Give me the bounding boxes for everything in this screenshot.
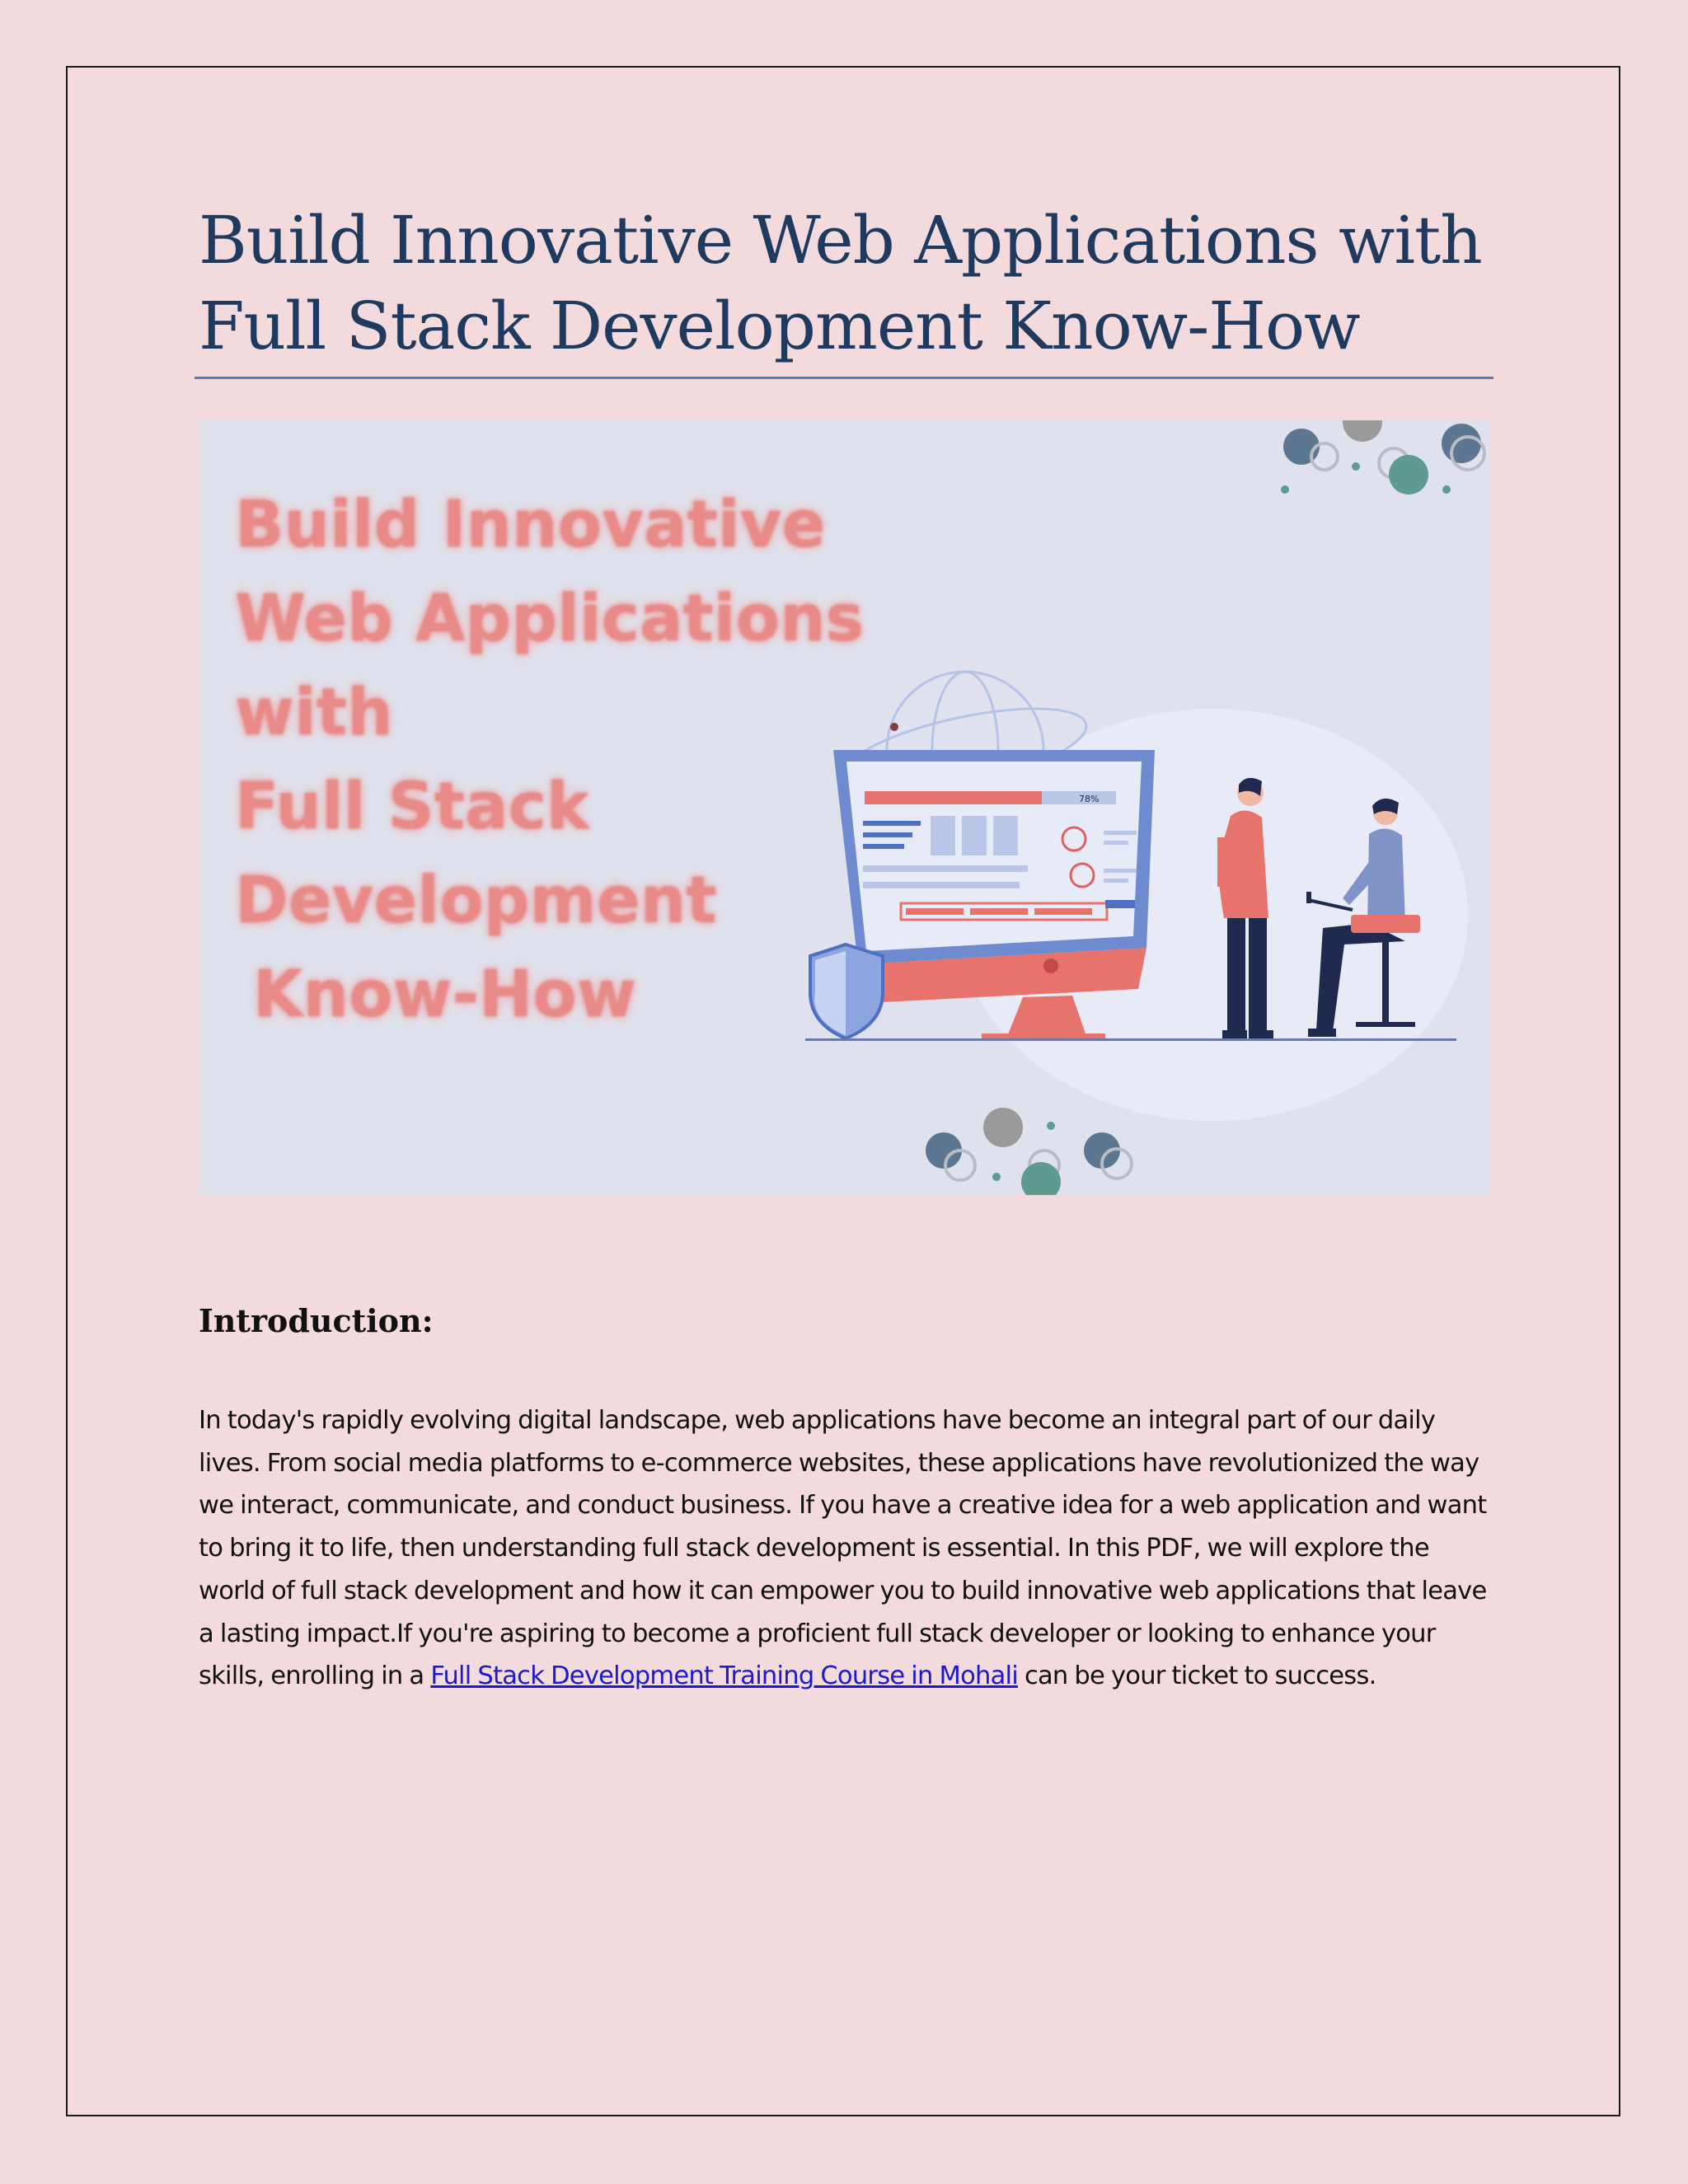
title-line-2: Full Stack Development Know-How	[199, 288, 1360, 364]
hero-line: Build Innovative	[235, 488, 826, 562]
hero-line: Full Stack	[235, 770, 589, 844]
section-heading: Introduction:	[199, 1302, 434, 1339]
hero-line: with	[235, 676, 393, 750]
intro-text: In today's rapidly evolving digital landscape, web applications have become an integral part of our daily lives. From social media platforms to e-commerce websites, these applications have revolutionized the way we interact, communicate, and conduct business. If you have a creative idea for a web application and want to bring it to life, then understanding full stack development is essential. In this PDF, we will explore the world of full stack development and how it can empower you to build innovative web applications that leave a lasting impact.If you're aspiring to become a proficient full stack developer or looking to enhance your skills, enrolling in a	[199, 1406, 1487, 1691]
training-course-link[interactable]: Full Stack Development Training Course in Mohali	[430, 1661, 1018, 1691]
screen-progress-label: 78%	[1079, 794, 1100, 804]
decorative-dots-top	[1281, 420, 1484, 494]
intro-text-end: can be your ticket to success.	[1018, 1661, 1376, 1691]
hero-line: Know-How	[253, 958, 636, 1032]
hero-line: Web Applications	[235, 582, 865, 656]
title-underline	[195, 377, 1493, 379]
hero-headline	[235, 478, 894, 1042]
title-line-1: Build Innovative Web Applications with	[199, 202, 1482, 279]
decorative-dots-bottom	[926, 1108, 1132, 1195]
intro-paragraph	[199, 1399, 1501, 1698]
hero-line: Development	[235, 864, 717, 938]
hero-image	[199, 420, 1489, 1195]
page-title	[199, 198, 1493, 369]
floor-line	[805, 1038, 1456, 1041]
